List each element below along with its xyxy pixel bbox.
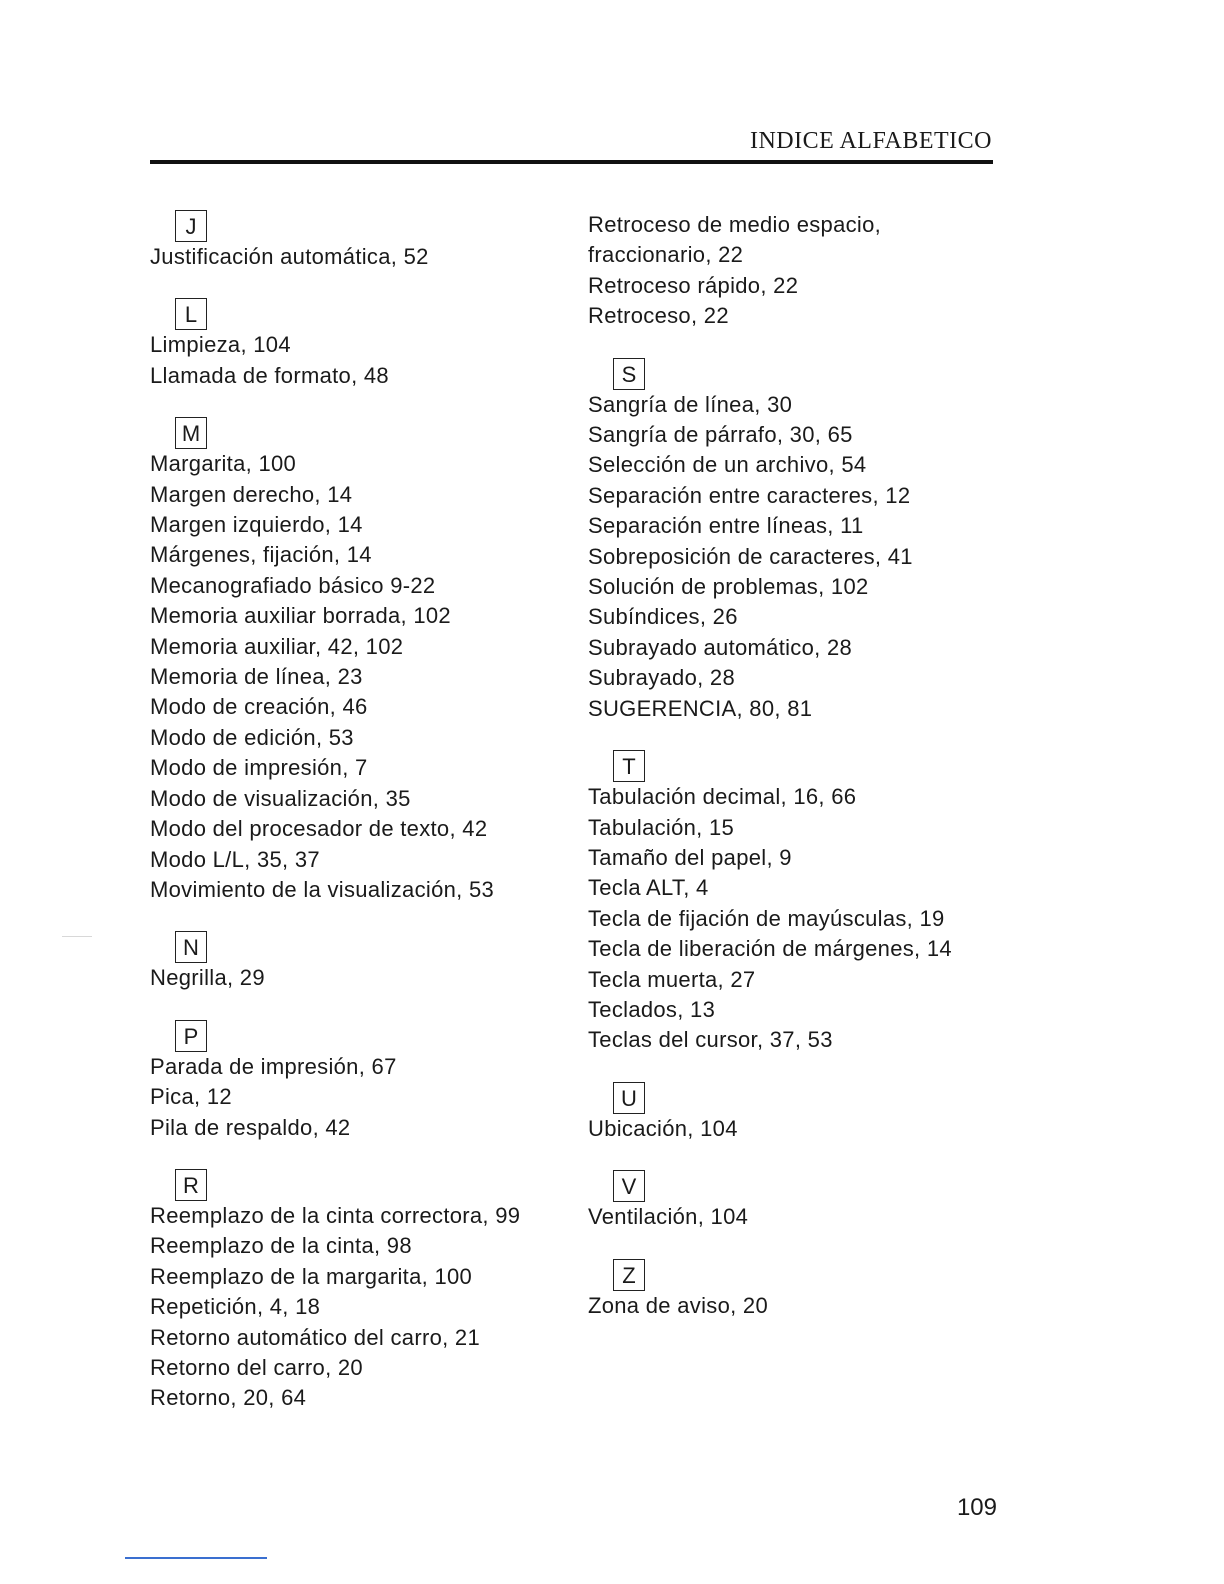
index-entry: Margarita, 100 — [150, 451, 297, 477]
index-entry: Memoria auxiliar borrada, 102 — [150, 603, 451, 629]
index-entry: Tabulación decimal, 16, 66 — [588, 784, 857, 810]
section-letter-box: J — [175, 210, 207, 242]
bottom-edge-mark — [125, 1557, 267, 1559]
index-entry: Sangría de línea, 30 — [588, 391, 793, 417]
section-letter-box: M — [175, 417, 207, 449]
header-rule — [150, 160, 993, 164]
index-section — [150, 298, 580, 391]
index-entry: Parada de impresión, 67 — [150, 1053, 397, 1079]
index-entry: Selección de un archivo, 54 — [588, 452, 867, 478]
index-entry: Reemplazo de la cinta correctora, 99 — [150, 1202, 521, 1228]
index-entry: Tecla de fijación de mayúsculas, 19 — [588, 905, 945, 931]
index-column-right — [588, 210, 1008, 1321]
margin-mark — [62, 936, 92, 937]
index-entry: fraccionario, 22 — [588, 242, 744, 268]
index-entry: Ventilación, 104 — [588, 1204, 749, 1230]
index-entry: Pica, 12 — [150, 1084, 232, 1110]
index-entry: Negrilla, 29 — [150, 965, 265, 991]
index-entry: Retroceso rápido, 22 — [588, 272, 799, 298]
index-section — [588, 1170, 1008, 1232]
index-entry: SUGERENCIA, 80, 81 — [588, 695, 813, 721]
index-entry: Movimiento de la visualización, 53 — [150, 876, 495, 902]
index-entry: Ubicación, 104 — [588, 1115, 738, 1141]
index-entry: Tecla de liberación de márgenes, 14 — [588, 936, 952, 962]
index-entry: Retorno del carro, 20 — [150, 1354, 363, 1380]
index-entry: Modo de edición, 53 — [150, 724, 354, 750]
index-section — [150, 1169, 580, 1414]
index-entry: Modo de creación, 46 — [150, 694, 368, 720]
index-entry: Modo del procesador de texto, 42 — [150, 816, 488, 842]
index-entry: Pila de respaldo, 42 — [150, 1114, 351, 1140]
index-entry: Subrayado automático, 28 — [588, 634, 853, 660]
index-entry: Mecanografiado básico 9-22 — [150, 572, 436, 598]
index-entry: Limpieza, 104 — [150, 332, 291, 358]
index-entry: Llamada de formato, 48 — [150, 362, 389, 388]
section-letter-box: V — [613, 1170, 645, 1202]
section-letter-box: U — [613, 1082, 645, 1114]
index-section — [150, 1020, 580, 1143]
index-entry: Modo de visualización, 35 — [150, 785, 411, 811]
index-entry: Tabulación, 15 — [588, 814, 735, 840]
index-section — [588, 210, 1008, 332]
index-entry: Tecla muerta, 27 — [588, 966, 756, 992]
index-section — [150, 210, 580, 272]
page-number: 109 — [956, 1494, 997, 1521]
index-entry: Reemplazo de la cinta, 98 — [150, 1233, 412, 1259]
index-entry: Sobreposición de caracteres, 41 — [588, 543, 913, 569]
index-entry: Retorno automático del carro, 21 — [150, 1324, 480, 1350]
index-section — [150, 417, 580, 905]
index-entry: Retroceso, 22 — [588, 303, 729, 329]
page-header-title: INDICE ALFABETICO — [749, 128, 992, 154]
section-letter-box: N — [175, 931, 207, 963]
index-entry: Separación entre líneas, 11 — [588, 513, 864, 539]
index-section — [588, 750, 1008, 1056]
section-letter-box: L — [175, 298, 207, 330]
index-entry: Tamaño del papel, 9 — [588, 844, 792, 870]
index-section — [150, 931, 580, 993]
index-entry: Sangría de párrafo, 30, 65 — [588, 422, 853, 448]
index-entry: Subrayado, 28 — [588, 665, 736, 691]
index-entry: Solución de problemas, 102 — [588, 574, 869, 600]
index-entry: Justificación automática, 52 — [150, 244, 429, 269]
index-entry: Zona de aviso, 20 — [588, 1292, 768, 1318]
index-entry: Teclas del cursor, 37, 53 — [588, 1027, 833, 1053]
index-entry: Teclados, 13 — [588, 996, 716, 1022]
index-section — [588, 358, 1008, 724]
section-letter-box: T — [613, 750, 645, 782]
index-entry: Margen derecho, 14 — [150, 481, 353, 507]
index-entry: Retorno, 20, 64 — [150, 1385, 307, 1411]
index-entry: Márgenes, fijación, 14 — [150, 542, 372, 568]
index-entry: Modo de impresión, 7 — [150, 755, 368, 781]
index-column-left — [150, 210, 580, 1414]
index-entry: Margen izquierdo, 14 — [150, 512, 363, 538]
section-letter-box: Z — [613, 1259, 645, 1291]
index-entry: Reemplazo de la margarita, 100 — [150, 1263, 473, 1289]
index-entry: Memoria de línea, 23 — [150, 664, 363, 690]
index-entry: Repetición, 4, 18 — [150, 1294, 321, 1320]
section-letter-box: S — [613, 358, 645, 390]
section-letter-box: R — [175, 1169, 207, 1201]
index-entry: Subíndices, 26 — [588, 604, 738, 630]
index-entry: Retroceso de medio espacio, — [588, 212, 882, 237]
index-entry: Separación entre caracteres, 12 — [588, 482, 911, 508]
index-section — [588, 1082, 1008, 1144]
index-entry: Memoria auxiliar, 42, 102 — [150, 633, 404, 659]
section-letter-box: P — [175, 1020, 207, 1052]
index-entry: Modo L/L, 35, 37 — [150, 846, 320, 872]
index-entry: Tecla ALT, 4 — [588, 875, 709, 901]
index-section — [588, 1259, 1008, 1321]
